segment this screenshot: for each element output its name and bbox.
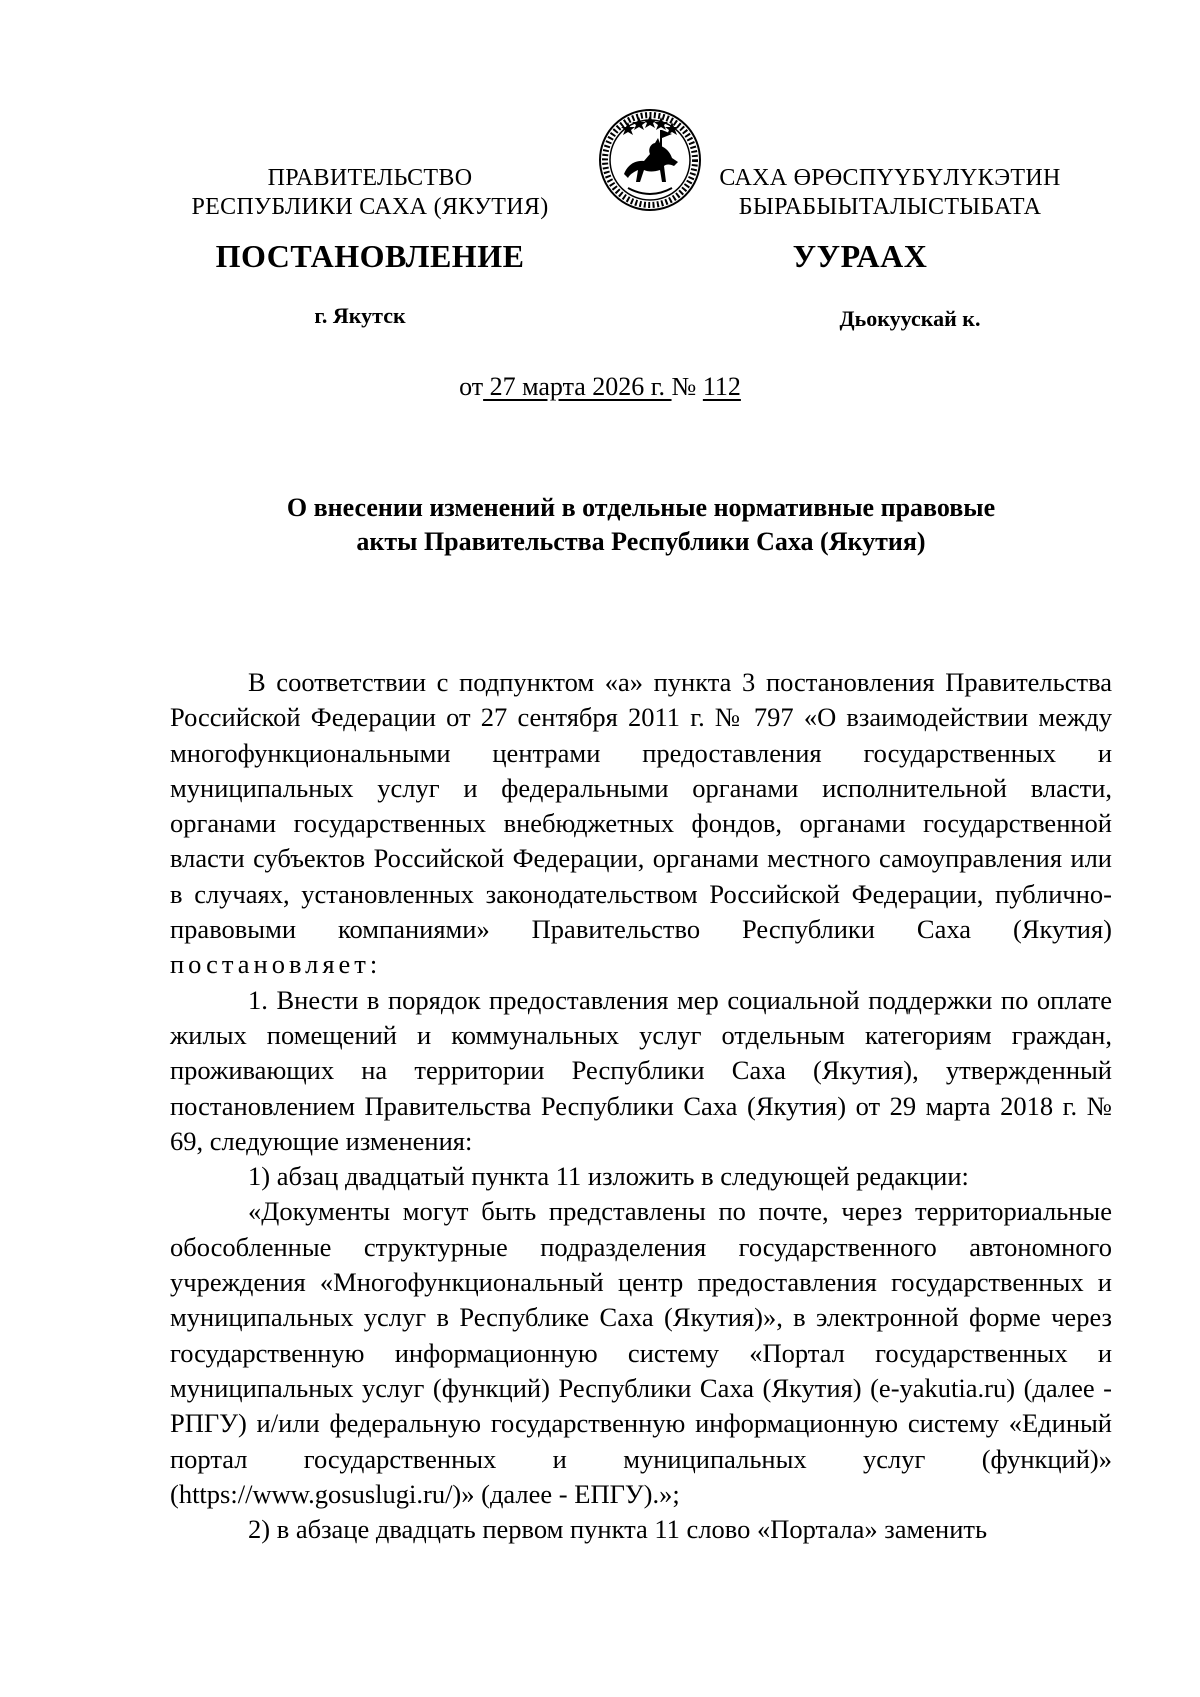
doc-date: 27 марта 2026 г. — [483, 372, 672, 401]
paragraph-subitem-2: 2) в абзаце двадцать первом пункта 11 слово «Портала» заменить — [248, 1514, 988, 1545]
doc-title-line1: О внесении изменений в отдельные нормативные правовые — [286, 493, 996, 522]
paragraph-quote: «Документы могут быть представлены по почте, через территориальные обособленные структурные подразделения государственного автономного учреждения «Многофункциональный центр предоставления государственных и муниципальных услуг в Республике Саха (Якутия)», в электронной форме через государственную информационную систему «Портал государственных и муниципальных услуг (функций) Республики Саха (Якутия) (e-yakutia.ru) (далее - РПГУ) и/или федеральную государственную информационную систему «Единый портал государственных и муниципальных услуг (функций)» (https://www.gosuslugi.ru/)» (далее - ЕПГУ).»; — [170, 1196, 1112, 1509]
date-prefix: от — [459, 372, 484, 401]
city-ru: г. Якутск — [314, 303, 406, 328]
issuer-sah-line2: БЫРАБЫЫТАЛЫСТЫБАТА — [738, 194, 1042, 220]
issuer-sah — [700, 164, 1080, 222]
doc-title-line2: акты Правительства Республики Саха (Якутия) — [356, 527, 926, 556]
paragraph-subitem-1: 1) абзац двадцатый пункта 11 изложить в следующей редакции: — [248, 1161, 969, 1192]
issuer-sah-line1: САХА ӨРӨСПҮҮБҮЛҮКЭТИН — [719, 165, 1061, 191]
date-line — [0, 372, 1200, 402]
preamble-text: В соответствии с подпунктом «а» пункта 3 постановления Правительства Российской Федерации от 27 сентября 2011 г. № 797 «О взаимодействии между многофункциональными центрами предоставления государственных и муниципальных услуг и федеральными органами исполнительной власти, органами государственных внебюджетных фондов, органами государственной власти субъектов Российской Федерации, органами местного самоуправления или в случаях, установленных законодательством Российской Федерации, публично-правовыми компаниями» Правительство Республики Саха (Якутия) — [170, 667, 1112, 945]
paragraph-item-1: 1. Внести в порядок предоставления мер социальной поддержки по оплате жилых помещений и коммунальных услуг отдельным категориям граждан, проживающих на территории Республики Саха (Якутия), утвержденный постановлением Правительства Республики Саха (Якутия) от 29 марта 2018 г. № 69, следующие изменения: — [170, 984, 1112, 1156]
doc-type-sah: УУРААХ — [792, 238, 928, 274]
coat-of-arms-sakha-icon — [598, 108, 702, 212]
doc-number: 112 — [702, 372, 741, 401]
issuer-ru-line2: РЕСПУБЛИКИ САХА (ЯКУТИЯ) — [191, 194, 549, 220]
number-sign: № — [671, 372, 703, 401]
doc-type-ru: ПОСТАНОВЛЕНИЕ — [215, 238, 525, 274]
city-sah: Дьокуускай к. — [839, 306, 981, 331]
decree-verb: постановляет: — [170, 949, 382, 980]
issuer-ru-line1: ПРАВИТЕЛЬСТВО — [267, 165, 473, 191]
paragraph-preamble — [170, 665, 1112, 983]
doc-title — [170, 491, 1112, 559]
doc-body — [170, 665, 1112, 1547]
issuer-ru — [170, 164, 570, 222]
